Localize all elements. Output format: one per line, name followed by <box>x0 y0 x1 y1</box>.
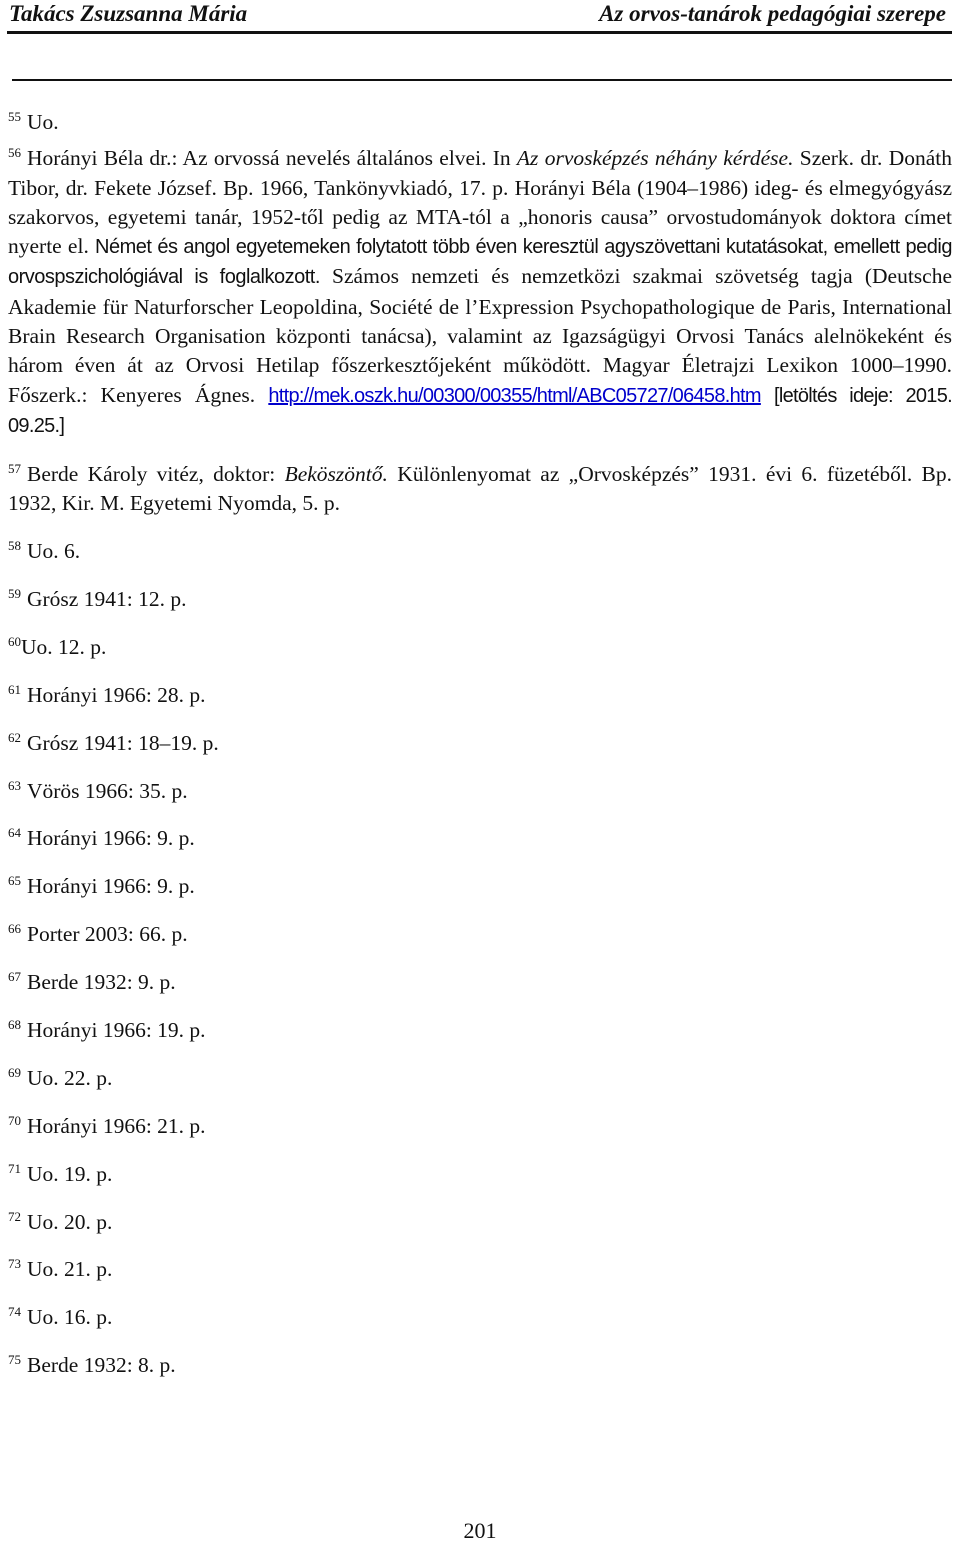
footnote-67 <box>8 968 952 997</box>
footnote-text: Horányi 1966: 28. p. <box>27 682 206 707</box>
footnote-italic-title: Beköszöntő. <box>284 461 388 486</box>
footnote-number: 64 <box>8 825 21 841</box>
footnote-text: Horányi 1966: 9. p. <box>27 826 195 851</box>
footnote-number: 74 <box>8 1304 21 1320</box>
footnote-number: 62 <box>8 729 21 745</box>
footnote-number: 56 <box>8 145 21 161</box>
footnote-75 <box>8 1351 952 1380</box>
footnote-70 <box>8 1112 952 1141</box>
footnote-text: Grósz 1941: 12. p. <box>27 586 187 611</box>
footnote-text: Grósz 1941: 18–19. p. <box>27 730 219 755</box>
footnote-59 <box>8 585 952 614</box>
footnote-text: Berde 1932: 9. p. <box>27 970 176 995</box>
footnote-number: 75 <box>8 1352 21 1368</box>
running-header <box>7 0 952 32</box>
footnote-italic-title: Az orvosképzés néhány kérdése. <box>516 146 794 171</box>
header-title: Az orvos-tanárok pedagógiai szerepe <box>599 1 946 26</box>
footnote-63 <box>8 777 952 806</box>
footnote-number: 71 <box>8 1160 21 1176</box>
footnote-text: Uo. <box>27 110 59 134</box>
footnote-text: Vörös 1966: 35. p. <box>27 778 188 803</box>
footnote-number: 58 <box>8 538 21 554</box>
footnote-58 <box>8 537 952 566</box>
footnote-61 <box>8 681 952 710</box>
footnote-text: Berde 1932: 8. p. <box>27 1353 176 1378</box>
footnote-71 <box>8 1160 952 1189</box>
footnote-65 <box>8 872 952 901</box>
footnote-text: Különlenyomat az „Orvosképzés” 1931. évi 6. füzetéből. Bp. 1932, Kir. M. Egyetemi Nyomda, 5. p. <box>8 461 952 516</box>
footnote-69 <box>8 1064 952 1093</box>
header-rule <box>7 31 952 34</box>
footnote-separator <box>12 79 952 81</box>
footnote-number: 63 <box>8 777 21 793</box>
footnote-number: 70 <box>8 1112 21 1128</box>
footnote-text: Horányi 1966: 19. p. <box>27 1017 206 1042</box>
footnote-text: Uo. 16. p. <box>27 1305 113 1330</box>
page-number: 201 <box>463 1518 497 1543</box>
footnote-text: [letöltés ideje: 2015. 09.25.] <box>8 384 953 437</box>
footnote-text: Uo. 22. p. <box>27 1065 113 1090</box>
footnote-number: 61 <box>8 681 21 697</box>
footnote-number: 57 <box>8 460 21 476</box>
footnote-text: Horányi 1966: 9. p. <box>27 874 195 899</box>
footnote-text: Uo. 21. p. <box>27 1257 113 1282</box>
footnote-number: 66 <box>8 921 21 937</box>
footnote-text: Uo. 6. <box>27 539 81 564</box>
footnote-number: 65 <box>8 873 21 889</box>
footnote-text: Német és angol egyetemeken folytatott több éven keresztül agyszövettani kutatásokat, emellett pedig orvospszichológiával is foglalkozott. <box>8 236 952 289</box>
footnote-64 <box>8 824 952 853</box>
footnote-66 <box>8 920 952 949</box>
header-author: Takács Zsuzsanna Mária <box>9 1 248 26</box>
footnote-56 <box>8 144 952 441</box>
footnote-text: Szerk. dr. Donáth Tibor, dr. Fekete József. Bp. 1966, Tankönyvkiadó, 17. p. Horányi Béla (1904–1986) ideg- és elmegyógyász szakorvos, egyetemi tanár, 1952-től pedig az MTA-tól a „honoris causa” orvostudományok doktora címet nyerte el. <box>8 146 953 259</box>
footnote-number: 59 <box>8 585 21 601</box>
footnote-link[interactable]: http://mek.oszk.hu/00300/00355/html/ABC05727/06458.htm <box>268 384 761 407</box>
footnote-text: Porter 2003: 66. p. <box>27 922 188 947</box>
footnote-73 <box>8 1255 952 1284</box>
footnote-number: 73 <box>8 1256 21 1272</box>
footnote-text: Számos nemzeti és nemzetközi szakmai szövetség tagja (Deutsche Akademie für Naturforscher Leopoldina, Société de l’Expression Psychopathologique de Paris, International Brain Research Organisation központi tanácsa), valamint az Igazságügyi Orvosi Tanács alelnökeként és három éven át az Orvosi Hetilap főszerkesztőjeként működött. Magyar Életrajzi Lexikon 1000–1990. Főszerk.: Kenyeres Ágnes. <box>8 264 953 407</box>
footnote-62 <box>8 729 952 758</box>
footnote-74 <box>8 1303 952 1332</box>
footnotes-section <box>8 108 952 1380</box>
footnote-text: Uo. 20. p. <box>27 1209 113 1234</box>
footnote-number: 67 <box>8 969 21 985</box>
footnote-text: Uo. 12. p. <box>21 634 107 659</box>
footnote-text: Horányi Béla dr.: Az orvossá nevelés általános elvei. In <box>27 146 517 171</box>
footnote-text: Horányi 1966: 21. p. <box>27 1113 206 1138</box>
footnote-60 <box>8 633 952 662</box>
footnote-number: 55 <box>8 109 21 124</box>
footnote-number: 69 <box>8 1064 21 1080</box>
footnote-text: Berde Károly vitéz, doktor: <box>27 461 285 486</box>
footnote-number: 60 <box>8 633 21 649</box>
footnote-72 <box>8 1208 952 1237</box>
footnote-number: 68 <box>8 1016 21 1032</box>
footnote-55 <box>8 108 952 137</box>
footnote-68 <box>8 1016 952 1045</box>
footnote-number: 72 <box>8 1208 21 1224</box>
footnote-57 <box>8 460 952 519</box>
footnote-text: Uo. 19. p. <box>27 1161 113 1186</box>
